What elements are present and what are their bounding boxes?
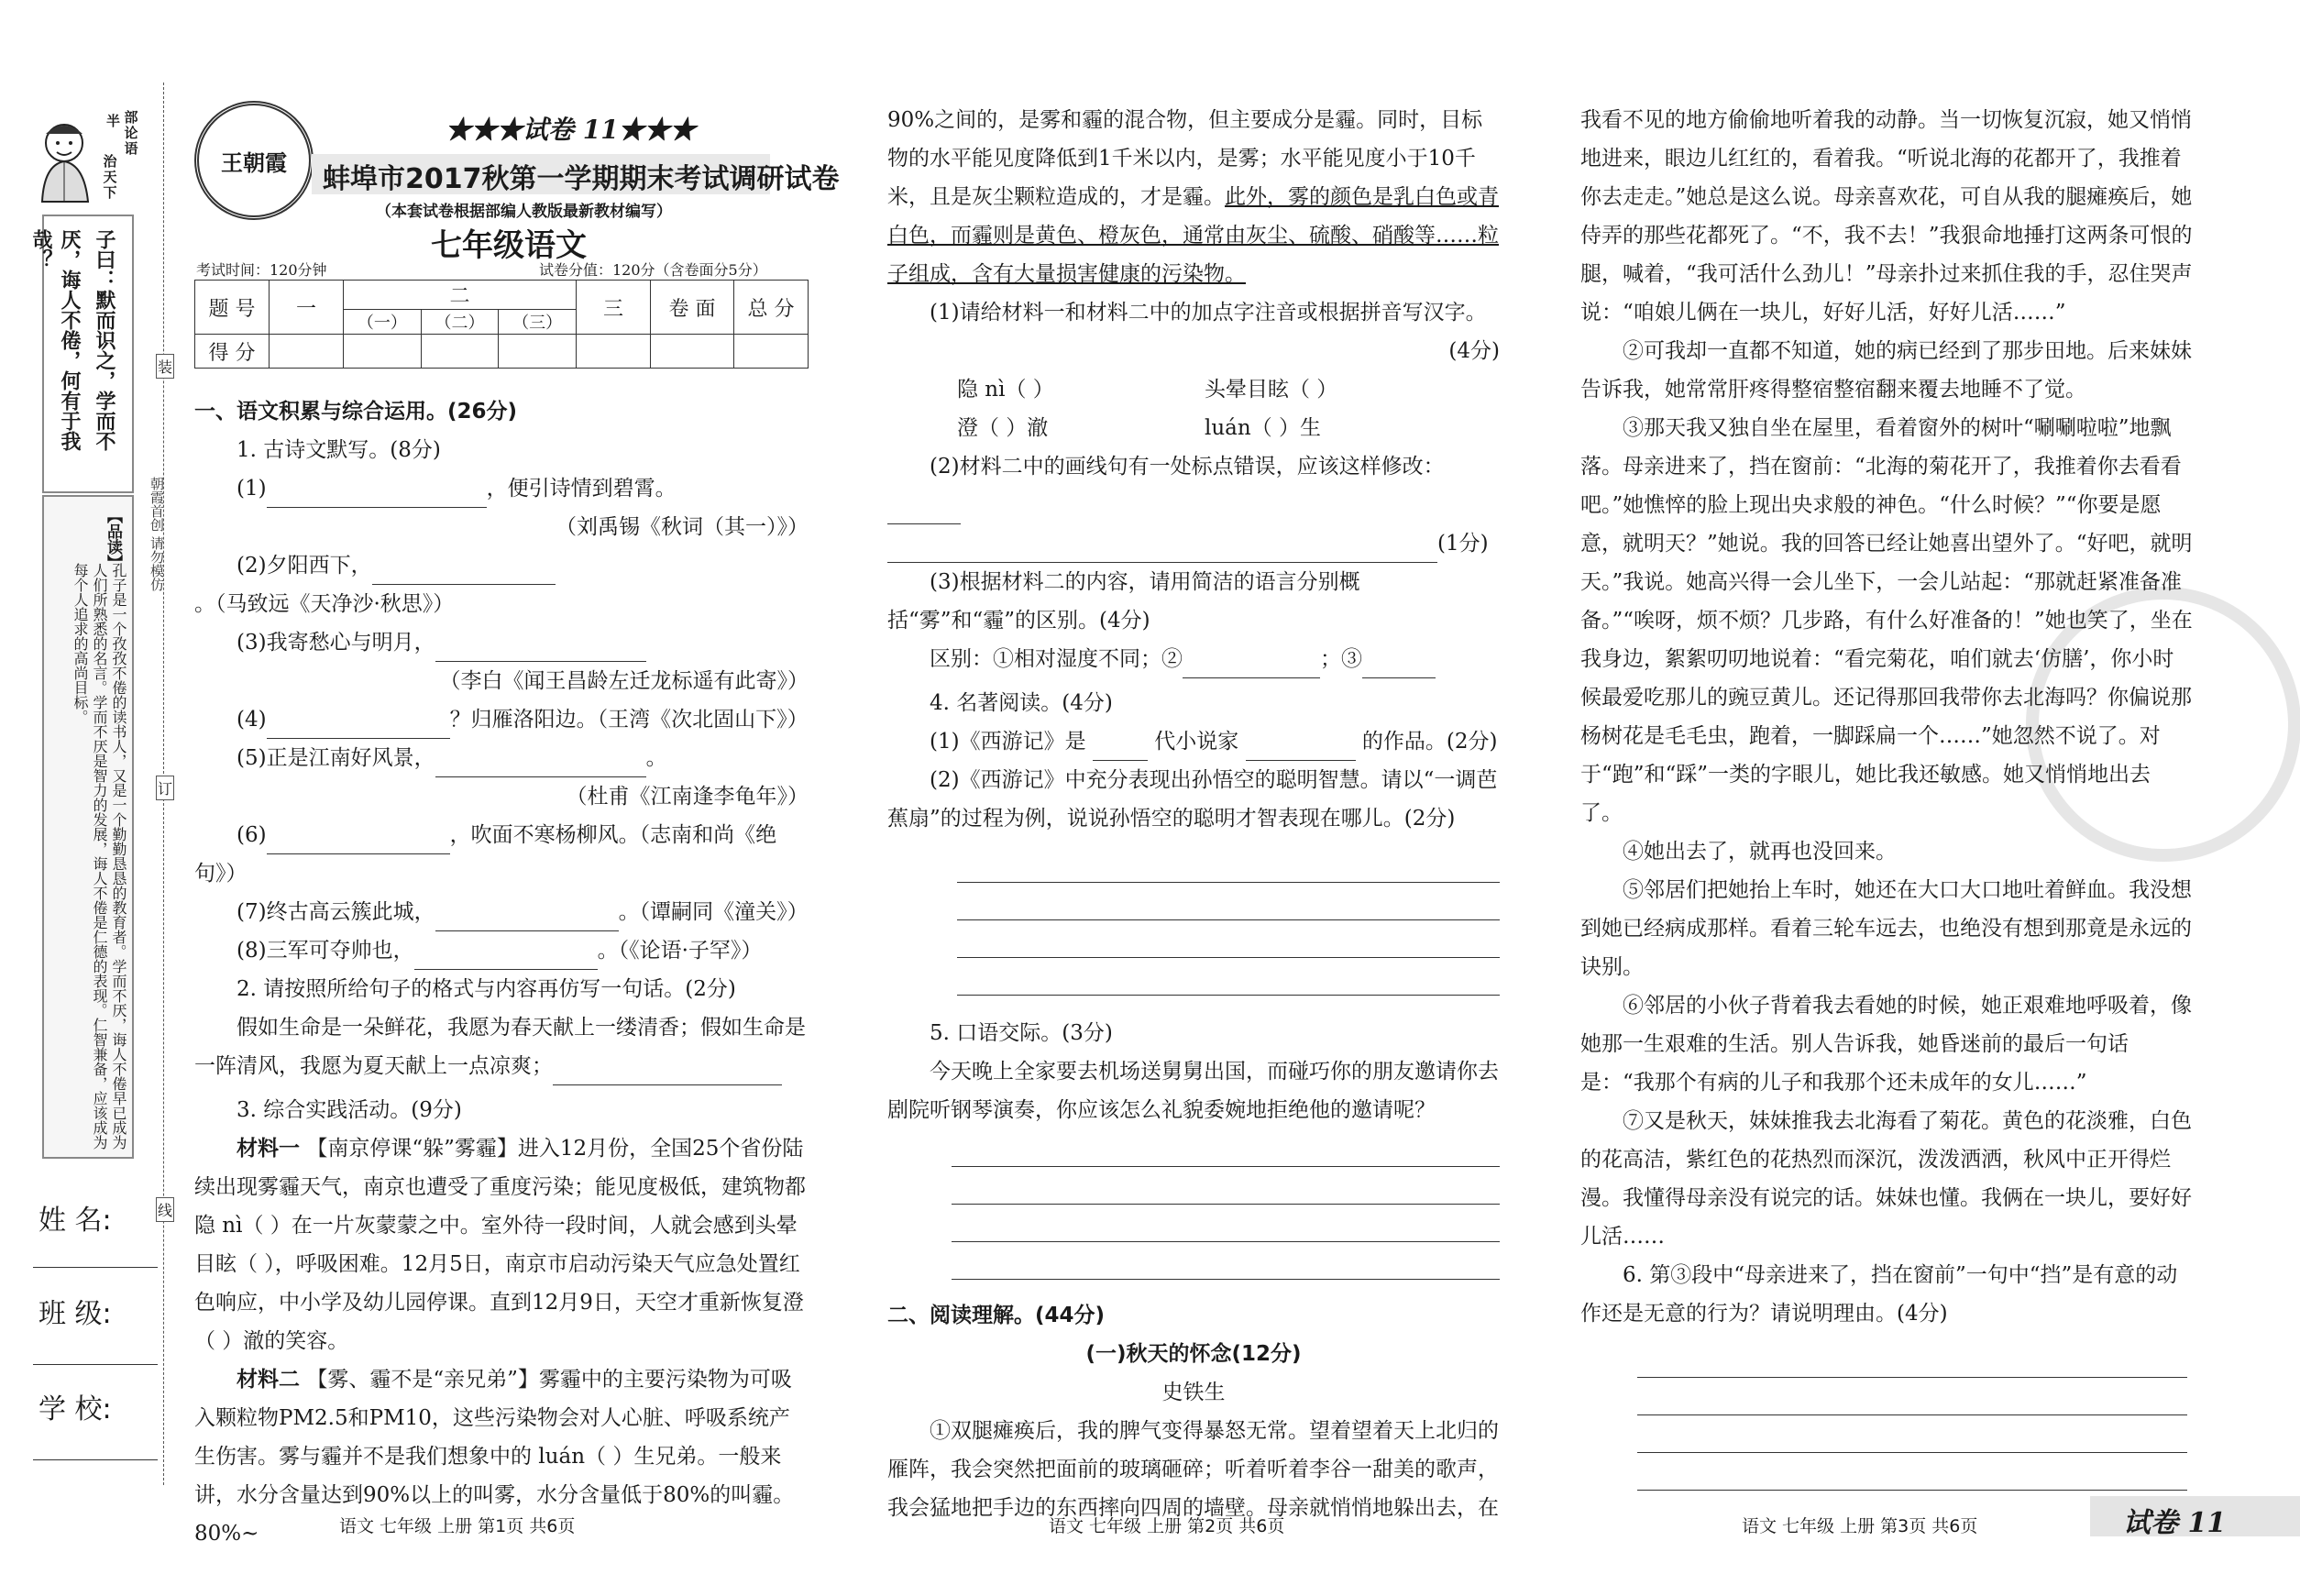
answer-blank[interactable] bbox=[1183, 654, 1320, 678]
footer-page1: 语文 七年级 上册 第1页 共6页 bbox=[339, 1516, 576, 1536]
reading-p2: ②可我却一直都不知道，她的病已经到了那步田地。后来妹妹告诉我，她常常肝疼得整宿整宿翻来覆去地睡不了觉。 bbox=[1580, 339, 2192, 402]
reading-p5: ⑤邻居们把她抬上车时，她还在大口大口地吐着鲜血。我没想到她已经病成那样。看着三轮车远去，也绝没有想到那竟是永远的诀别。 bbox=[1580, 878, 2192, 979]
reading-p6: ⑥邻居的小伙子背着我去看她的时候，她正艰难地呼吸着，像她那一生艰难的生活。别人告诉我，她昏迷前的最后一句话是：“我那个有病的儿子和我那个还未成年的女儿……” bbox=[1580, 994, 2192, 1095]
answer-blank[interactable] bbox=[414, 945, 598, 970]
answer-blank[interactable] bbox=[887, 538, 1437, 563]
section2-heading: 二、阅读理解。(44分) bbox=[887, 1304, 1106, 1327]
appreciation-body: 孔子是一个孜孜不倦的读书人，又是一个勤勤恳恳的教育者。学而不厌，诲人不倦早已成为人们所熟悉的名言。学而不厌是智力的发展，诲人不倦是仁德的表现。仁智兼备，应该成为每个人追求的高尚目标。 bbox=[72, 563, 127, 1150]
sub2: (2)材料二中的画线句有一处标点错误，应该这样修改： bbox=[887, 447, 1500, 524]
q1-item: (6) ，吹面不寒杨柳风。（志南和尚《绝句》） bbox=[194, 823, 777, 886]
page2-column bbox=[887, 101, 1500, 1527]
class-field[interactable] bbox=[33, 1364, 158, 1365]
q1-item: (5)正是江南好风景， 。 bbox=[194, 739, 809, 777]
reading-p1: 我看不见的地方偷偷地听着我的动静。当一切恢复沉寂，她又悄悄地进来，眼边儿红红的，看着我。“听说北海的花都开了，我推着你去走走。”她总是这么说。母亲喜欢花，可自从我的腿瘫痪后，她侍弄的那些花都死了。“不，我不去！”我狠命地捶打这两条可恨的腿，喊着，“我可活什么劲儿！”母亲扑过来抓住我的手，忍住哭声说：“咱娘儿俩在一块儿，好好儿活，好好儿活……” bbox=[1580, 108, 2193, 325]
answer-line[interactable] bbox=[957, 883, 1500, 920]
logo-text: 王朝霞 bbox=[221, 149, 287, 176]
material2-cont: 90%之间的，是雾和霾的混合物，但主要成分是霾。同时，目标物的水平能见度降低到1千米以内，是雾；水平能见度小于10千米，且是灰尘颗粒造成的，才是霾。此外，雾的颜色是乳白色或青白色，而霾则是黄色、橙灰色，通常由灰尘、硫酸、硝酸等……粒子组成，含有大量损害健康的污染物。 bbox=[887, 108, 1499, 286]
binding-mark-3: 线 bbox=[156, 1197, 174, 1222]
answer-blank[interactable] bbox=[553, 1061, 782, 1085]
answer-blank[interactable] bbox=[435, 907, 619, 931]
answer-blank[interactable] bbox=[267, 714, 450, 739]
score-cell[interactable] bbox=[421, 335, 499, 369]
q2-heading: 2. 请按照所给句子的格式与内容再仿写一句话。(2分) bbox=[237, 977, 736, 1001]
sub1-score: (4分) bbox=[1448, 339, 1500, 363]
binding-mark-2: 订 bbox=[156, 776, 174, 800]
answer-blank[interactable] bbox=[267, 830, 450, 854]
name-field[interactable] bbox=[33, 1267, 158, 1268]
answer-line[interactable] bbox=[952, 1242, 1500, 1280]
q1-item: (2)夕阳西下，。（马致远《天净沙·秋思》） bbox=[194, 546, 809, 623]
binding-mark-1: 装 bbox=[156, 354, 174, 379]
header-cell-page: 卷 面 bbox=[651, 281, 734, 335]
answer-blank[interactable] bbox=[1093, 736, 1148, 761]
answer-blank[interactable] bbox=[267, 483, 487, 508]
exam-time: 考试时间：120分钟 bbox=[196, 261, 327, 279]
header-cell-question: 题 号 bbox=[195, 281, 270, 335]
answer-line[interactable] bbox=[952, 1167, 1500, 1205]
footer-tag-text: 试卷 11 bbox=[2123, 1507, 2227, 1539]
q1-item: (3)我寄愁心与明月， bbox=[194, 623, 809, 662]
material1: 材料一 【南京停课“躲”雾霾】进入12月份，全国25个省份陆续出现雾霾天气，南京也遭受了重度污染；能见度极低，建筑物都隐 nì（ ）在一片灰蒙蒙之中。室外待一段时间，人就会感到头晕目眩（ ），呼吸困难。12月5日，南京市启动污染天气应急处置红色响应，中小学及幼儿园停课。直到12月9日，天空才重新恢复澄（ ）澈的笑容。 bbox=[194, 1136, 806, 1353]
page3-column bbox=[1580, 101, 2193, 1491]
answer-line[interactable] bbox=[957, 845, 1500, 883]
reading-p3: ③那天我又独自坐在屋里，看着窗外的树叶“唰唰啦啦”地飘落。母亲进来了，挡在窗前：“北海的菊花开了，我推着你去看看吧。”她憔悴的脸上现出央求般的神色。“什么时候？”“你要是愿意，就明天？”她说。我的回答已经让她喜出望外了。“好吧，就明天。”我说。她高兴得一会儿坐下，一会儿站起：“那就赶紧准备准备。”“唉呀，烦不烦？几步路，有什么好准备的！”她也笑了，坐在我身边，絮絮叨叨地说着：“看完菊花，咱们就去‘仿膳’，你小时候最爱吃那儿的豌豆黄儿。还记得那回我带你去北海吗？你偏说那杨树花是毛毛虫，跑着，一脚踩扁一个……”她忽然不说了。对于“跑”和“踩”一类的字眼儿，她比我还敏感。她又悄悄地出去了。 bbox=[1580, 416, 2193, 825]
score-cell[interactable] bbox=[577, 335, 651, 369]
exam-note: （本套试卷根据部编人教版最新教材编写） bbox=[376, 203, 672, 221]
q4-sub2: (2)《西游记》中充分表现出孙悟空的聪明智慧。请以“一调芭蕉扇”的过程为例，说说孙悟空的聪明才智表现在哪儿。(2分) bbox=[887, 768, 1498, 831]
q1-item: (1) ，便引诗情到碧霄。 bbox=[194, 469, 809, 508]
blank-row-2: 澄（ ）澈 luán（ ）生 bbox=[957, 416, 1322, 440]
footer-page3: 语文 七年级 上册 第3页 共6页 bbox=[1742, 1516, 1978, 1536]
answer-line[interactable] bbox=[1637, 1340, 2187, 1378]
q5-text: 今天晚上全家要去机场送舅舅出国，而碰巧你的朋友邀请你去剧院听钢琴演奏，你应该怎么礼貌委婉地拒绝他的邀请呢？ bbox=[887, 1060, 1499, 1122]
q1-heading: 1. 古诗文默写。(8分) bbox=[237, 438, 441, 462]
answer-line[interactable] bbox=[1637, 1415, 2187, 1453]
q1-item: (4) ？归雁洛阳边。（王湾《次北固山下》） bbox=[194, 700, 809, 739]
subject-title: 七年级语文 bbox=[431, 227, 587, 264]
score-cell[interactable] bbox=[499, 335, 577, 369]
exam-score: 试卷分值：120分（含卷面分5分） bbox=[539, 261, 767, 279]
answer-blank[interactable] bbox=[1246, 736, 1356, 761]
logo bbox=[194, 101, 314, 220]
score-table bbox=[194, 280, 809, 369]
answer-line[interactable] bbox=[952, 1129, 1500, 1167]
header-cell-sub2: （二） bbox=[421, 310, 499, 335]
school-field[interactable] bbox=[33, 1459, 158, 1460]
score-row-label: 得 分 bbox=[195, 335, 270, 369]
score-cell[interactable] bbox=[651, 335, 734, 369]
header-cell-part1: 一 bbox=[270, 281, 344, 335]
sub3-answer: 区别：①相对湿度不同；② ；③ bbox=[887, 640, 1500, 678]
header-cell-part2: 二 bbox=[344, 281, 577, 310]
material2: 材料二 【雾、霾不是“亲兄弟”】雾霾中的主要污染物为可吸入颗粒物PM2.5和PM10，这些污染物会对人心脏、呼吸系统产生伤害。雾与霾并不是我们想象中的 luán（ ）生兄弟。一般来讲，水分含量达到90%以上的叫雾，水分含量低于80%的叫霾。80%~ bbox=[194, 1367, 795, 1546]
answer-line[interactable] bbox=[957, 920, 1500, 958]
slogan-box bbox=[28, 108, 145, 209]
score-cell[interactable] bbox=[344, 335, 422, 369]
paper-tag: ★★★试卷 11★★★ bbox=[446, 115, 696, 145]
school-label: 学 校: bbox=[39, 1393, 112, 1425]
header-cell-total: 总 分 bbox=[734, 281, 809, 335]
q5-heading: 5. 口语交际。(3分) bbox=[930, 1021, 1113, 1045]
sub2-line: (1分) bbox=[887, 524, 1500, 563]
reading-p4: ④她出去了，就再也没回来。 bbox=[1623, 840, 1897, 864]
q5-answer-lines bbox=[952, 1129, 1500, 1280]
answer-blank[interactable] bbox=[372, 560, 556, 585]
reading-author: 史铁生 bbox=[1161, 1381, 1226, 1404]
section1-heading: 一、语文积累与综合运用。(26分) bbox=[194, 400, 518, 424]
answer-blank[interactable] bbox=[1362, 654, 1436, 678]
q4-answer-lines bbox=[957, 845, 1500, 996]
confucius-icon bbox=[29, 116, 101, 204]
q1-source: （李白《闻王昌龄左迁龙标遥有此寄》） bbox=[439, 669, 809, 693]
q4-heading: 4. 名著阅读。(4分) bbox=[930, 691, 1113, 715]
blank-row-1: 隐 nì（ ） 头晕目眩（ ） bbox=[957, 378, 1338, 402]
quote-right: 子曰：默而识之，学而不 bbox=[93, 229, 116, 451]
appreciation-box bbox=[42, 495, 134, 1159]
answer-blank[interactable] bbox=[435, 637, 646, 662]
exam-title: 蚌埠市2017秋第一学期期末考试调研试卷 bbox=[323, 163, 840, 195]
q6-heading: 6. 第③段中“母亲进来了，挡在窗前”一句中“挡”是有意的动作还是无意的行为？请说明理由。(4分) bbox=[1580, 1263, 2178, 1326]
score-cell[interactable] bbox=[270, 335, 344, 369]
slogan-column-2: 治 天 下 bbox=[103, 153, 117, 201]
q4-sub1: (1)《西游记》是 代小说家 的作品。(2分) bbox=[887, 722, 1500, 761]
appreciation-title: 【品读】 bbox=[104, 508, 122, 570]
q2-text: 假如生命是一朵鲜花，我愿为春天献上一缕清香；假如生命是一阵清风，我愿为夏天献上一点凉爽； bbox=[194, 1008, 809, 1085]
answer-line[interactable] bbox=[1637, 1378, 2187, 1415]
q1-source: （杜甫《江南逢李龟年》） bbox=[566, 785, 809, 809]
slogan-text: 半 bbox=[105, 114, 121, 127]
answer-line[interactable] bbox=[1637, 1453, 2187, 1491]
underlined-sentence: 此外，雾的颜色是乳白色或青白色，而霾则是黄色、橙灰色，通常由灰尘、硫酸、硝酸等……粒子组成，含有大量损害健康的污染物。 bbox=[887, 185, 1499, 286]
reading-p7: ⑦又是秋天，妹妹推我去北海看了菊花。黄色的花淡雅，白色的花高洁，紫红色的花热烈而深沉，泼泼洒洒，秋风中正开得烂漫。我懂得母亲没有说完的话。妹妹也懂。我俩在一块儿，要好好儿活…… bbox=[1580, 1109, 2192, 1249]
slogan-column: 部 论 语 bbox=[124, 109, 138, 157]
header-cell-part3: 三 bbox=[577, 281, 651, 335]
score-cell[interactable] bbox=[734, 335, 809, 369]
answer-blank[interactable] bbox=[435, 753, 646, 777]
brand-note: 朝霞首创 请勿模仿 bbox=[149, 477, 165, 591]
name-label: 姓 名: bbox=[39, 1205, 112, 1237]
q6-answer-lines bbox=[1637, 1340, 2187, 1491]
q1-item: (8)三军可夺帅也， 。（《论语·子罕》） bbox=[194, 931, 809, 970]
reading-para1: ①双腿瘫痪后，我的脾气变得暴怒无常。望着望着天上北归的雁阵，我会突然把面前的玻璃砸碎；听着听着李谷一甜美的歌声，我会猛地把手边的东西摔向四周的墙壁。母亲就悄悄地躲出去，在 bbox=[887, 1419, 1499, 1520]
quote-left: 厌，诲人不倦，何有于我哉？ bbox=[29, 229, 82, 451]
answer-line[interactable] bbox=[957, 958, 1500, 996]
header-cell-sub3: （三） bbox=[499, 310, 577, 335]
class-label: 班 级: bbox=[39, 1298, 112, 1330]
header-cell-sub1: （一） bbox=[344, 310, 422, 335]
answer-blank[interactable] bbox=[887, 500, 961, 524]
page1-column bbox=[194, 392, 809, 1553]
sub3: (3)根据材料二的内容，请用简洁的语言分别概括“雾”和“霾”的区别。(4分) bbox=[887, 570, 1360, 633]
reading-title: (一)秋天的怀念(12分) bbox=[1085, 1342, 1302, 1366]
answer-line[interactable] bbox=[952, 1205, 1500, 1242]
q1-source: （刘禹锡《秋词（其一）》） bbox=[556, 515, 809, 539]
footer-page2: 语文 七年级 上册 第2页 共6页 bbox=[1049, 1516, 1285, 1536]
quote-box bbox=[29, 215, 134, 493]
q3-heading: 3. 综合实践活动。(9分) bbox=[237, 1098, 462, 1122]
q1-item: (7)终古高云簇此城， 。（谭嗣同《潼关》） bbox=[194, 893, 809, 931]
sub1: (1)请给材料一和材料二中的加点字注音或根据拼音写汉字。 bbox=[930, 301, 1487, 325]
